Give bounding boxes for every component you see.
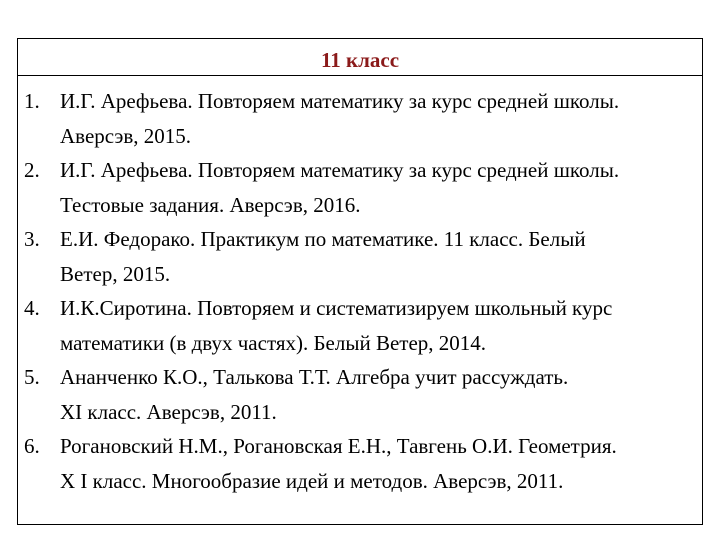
item-text-line-1: Рогановский Н.М., Рогановская Е.Н., Тавгень О.И. Геометрия. <box>60 434 617 458</box>
item-text-line-1: Е.И. Федорако. Практикум по математике. 11 класс. Белый <box>60 227 586 251</box>
item-text-line-1: Ананченко К.О., Талькова Т.Т. Алгебра учит рассуждать. <box>60 365 569 389</box>
item-number: 6. <box>24 434 40 458</box>
item-number: 1. <box>24 89 40 113</box>
item-text-line-2: XI класс. Аверсэв, 2011. <box>60 399 277 424</box>
item-text-line-2: Тестовые задания. Аверсэв, 2016. <box>60 192 361 217</box>
bibliography-list <box>24 84 704 498</box>
item-number: 5. <box>24 365 40 389</box>
item-text-line-2: Аверсэв, 2015. <box>60 123 192 148</box>
list-item <box>24 84 704 153</box>
list-item <box>24 222 704 291</box>
item-text-line-1: И.Г. Арефьева. Повторяем математику за курс средней школы. <box>60 89 620 113</box>
list-item <box>24 360 704 429</box>
item-text-line-2: X I класс. Многообразие идей и методов. Аверсэв, 2011. <box>60 468 564 493</box>
item-number: 3. <box>24 227 40 251</box>
list-item <box>24 153 704 222</box>
item-text-line-1: И.К.Сиротина. Повторяем и систематизируем школьный курс <box>60 296 613 320</box>
item-number: 2. <box>24 158 40 182</box>
title-divider <box>17 75 703 76</box>
item-text-line-2: Ветер, 2015. <box>60 261 171 286</box>
list-item <box>24 291 704 360</box>
item-number: 4. <box>24 296 40 320</box>
list-item <box>24 429 704 498</box>
item-text-line-2: математики (в двух частях). Белый Ветер, 2014. <box>60 330 487 355</box>
item-text-line-1: И.Г. Арефьева. Повторяем математику за курс средней школы. <box>60 158 620 182</box>
slide-title: 11 класс <box>320 48 400 72</box>
